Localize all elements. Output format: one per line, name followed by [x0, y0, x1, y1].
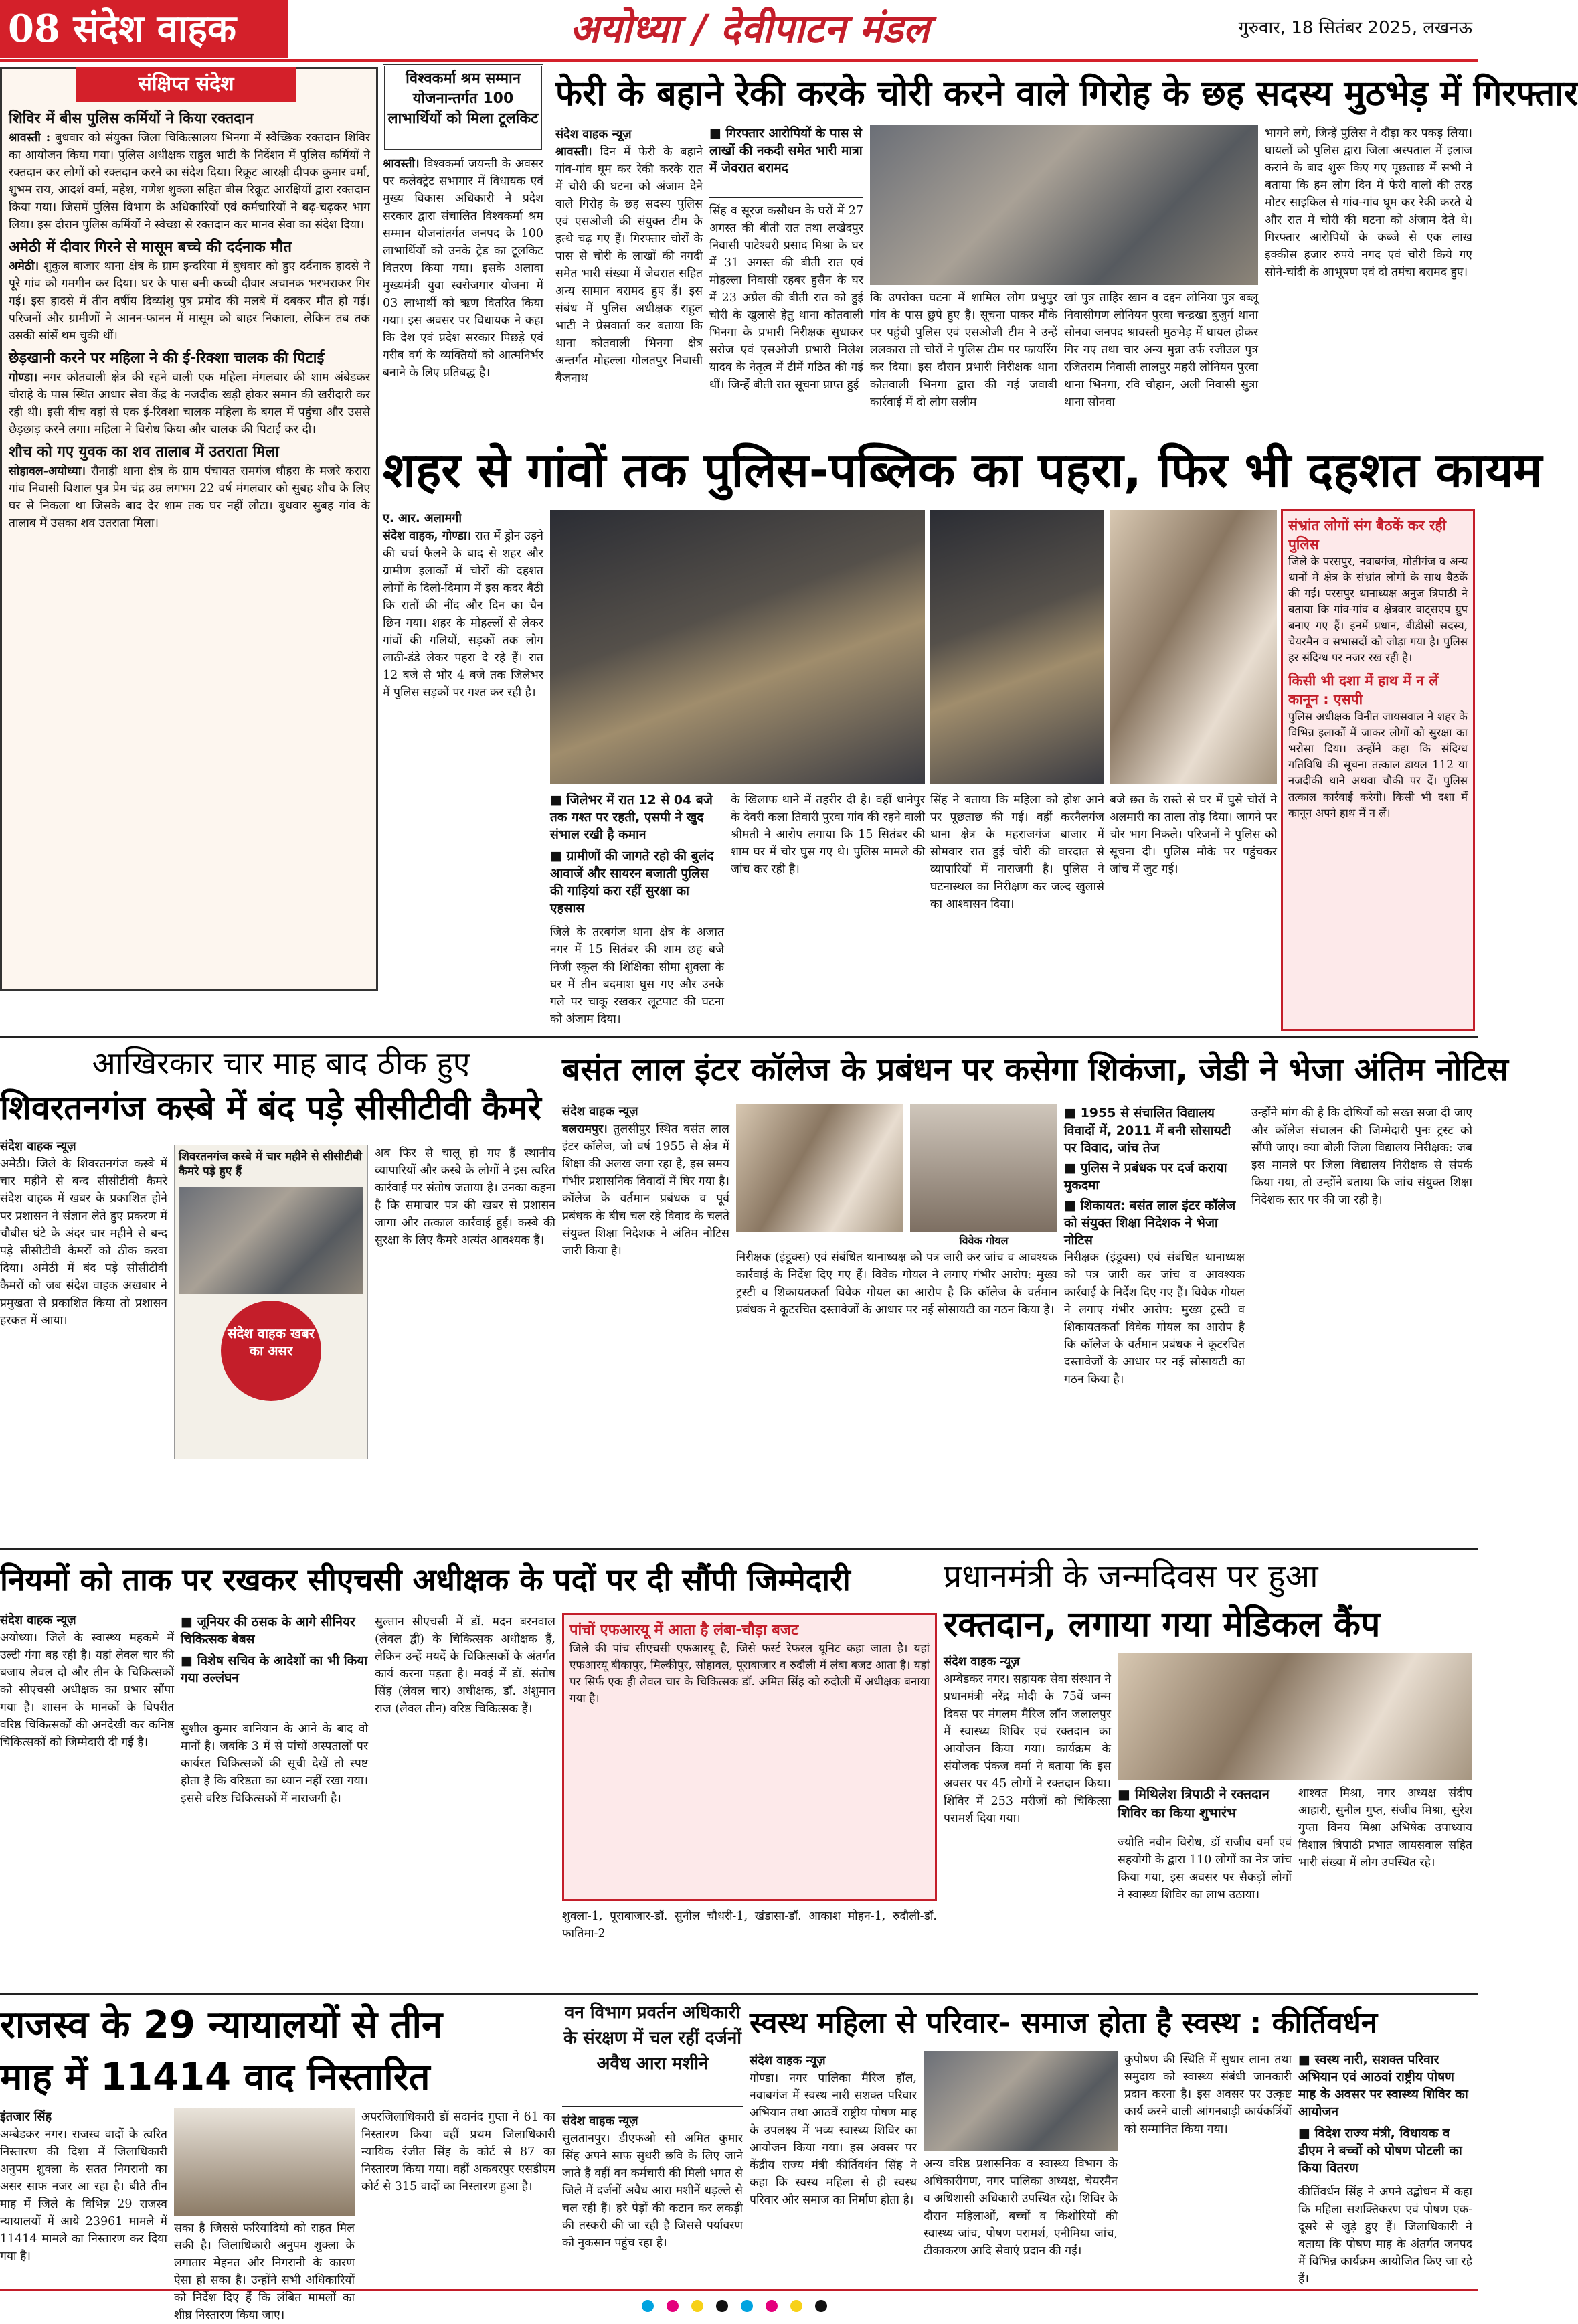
cmo-bullet — [181, 1652, 368, 1687]
basant-col-1 — [562, 1120, 729, 1544]
byline: ए. आर. अलामगी — [383, 511, 462, 525]
basant-bullet-text: पुलिस ने प्रबंधक पर दर्ज कराया मुकदमा — [1064, 1161, 1227, 1193]
registration-dot — [691, 2300, 703, 2312]
pm-headline-line2: रक्तदान, लगाया गया मेडिकल कैंप — [944, 1604, 1381, 1645]
brief-item-heading: छेड़खानी करने पर महिला ने की ई-रिक्शा चालक की पिटाई — [9, 350, 325, 367]
night-patrol-photo-3 — [1110, 510, 1277, 784]
print-registration-dots — [0, 2289, 1478, 2316]
registration-dot — [815, 2300, 827, 2312]
page-number-masthead — [0, 0, 288, 58]
second-headline: शहर से गांवों तक पुलिस-पब्लिक का पहरा, फिर भी दहशत कायम — [383, 442, 1543, 498]
photo-caption — [1118, 1784, 1292, 1822]
second-bullet-text: ग्रामीणों की जागते रहो की बुलंद आवाजें और सायरन बजाती पुलिस की गाड़ियां करा रहीं सुरक्षा का एहसास — [550, 849, 714, 916]
brief-item-body: नगर कोतवाली क्षेत्र की रहने वाली एक महिला मंगलवार की शाम अंबेडकर चौराहे के पास स्थित आधार सेवा केंद्र के नजदीक खड़ी होकर समान की खरीदारी कर रही थी। इसी बीच वहां से एक ई-रिक्शा चालक महिला के बगल में पहुंचा और उससे छेड़छाड़ करने लगा। महिला ने विरोध किया और चालक की पिटाई कर दी। — [9, 371, 370, 436]
pm-col-2: ज्योति नवीन विरोध, डॉ राजीव वर्मा एवं सहयोगी के द्वारा 110 लोगों का नेत्र जांच किया गया, इस अवसर पर सैकड़ों लोगों ने स्वास्थ्य शिविर का लाभ उठाया। — [1118, 1836, 1292, 1902]
lead-col-4: खां पुत्र ताहिर खान व दद्दन लोनिया पुत्र बब्लू निवासीगण लोनियन पुरवा चन्द्रखा बुजुर्ग थाना सोनवा जनपद श्रावस्ती मुठभेड़ में घायल होकर गिर गए तथा चार अन्य मुन्ना उर्फ रजीउल पुत्र रजितराम निवासी लालपुर महरी लोनियन पुरवा थाना भिनगा, रवि चौहान, अली निवासी सुत्रा थाना सोनवा — [1064, 291, 1258, 409]
dateline: संदेश वाहक, गोण्डा। — [383, 529, 472, 543]
basant-bullets — [1064, 1104, 1245, 1248]
byline: इंतजार सिंह — [0, 2110, 52, 2124]
square-bullet-icon: ■ — [1298, 2126, 1315, 2141]
basant-bullet — [1064, 1159, 1245, 1194]
second-bullet — [550, 847, 724, 917]
cctv-news-clipping — [174, 1145, 368, 1459]
shram-headline: विश्वकर्मा श्रम सम्मान योजनान्तर्गत 100 लाभार्थियों को मिला टूलकिट — [387, 70, 539, 127]
cctv-col-1: अमेठी। जिले के शिवरतनगंज कस्बे में चार महीने से बन्द सीसीटीवी कैमरे संदेश वाहक में खबर के प्रकाशित होने पर प्रशासन ने संज्ञान लेते हुए प्रकरण में चौबीस घंटे के अंदर चार महीने से बन्द पड़े सीसीटीवी कैमरों को ठीक करवा दिया। अमेठी में बंद पड़े सीसीटीवी कैमरों को जब संदेश वाहक अखबार ने प्रमुखता से प्रकाशित किया तो प्रशासन हरकत में आया। — [0, 1157, 167, 1327]
brief-item-body: बुधवार को संयुक्त जिला चिकित्सालय भिनगा में स्वैच्छिक रक्तदान शिविर का आयोजन किया गया। पुलिस अधीक्षक राहुल भाटी के निर्देशन में पुलिस कर्मियों ने रक्तदान कर लोगों को रक्तदान करने का संदेश दिया। रिक्रूट आरक्षी दीपक कुमार वर्मा, शुभम राय, आदर्श वर्मा, महेश, गणेश शुक्ला सहित बीस रिक्रूट आरक्षियों द्वारा रक्तदान किया गया। जिसमें पुलिस विभाग के अधिकारियों एवं कर्मचारियों ने बढ़-चढ़कर भाग लिया। इस दौरान पुलिस कर्मियों ने स्वेच्छा से रक्तदान कर मानव सेवा का संदेश दिया। — [9, 131, 370, 232]
story-body: विश्वकर्मा जयन्ती के अवसर पर कलेक्ट्रेट सभागार में विधायक एवं मुख्य विकास अधिकारी ने प्रदेश सरकार द्वारा संचालित विश्वकर्मा श्रम सम्मान योजनांतर्गत जनपद के 100 लाभार्थियों को उनके ट्रेड का टूलकिट वितरण किया गया। इसके अलावा मुख्यमंत्री युवा स्वरोजगार योजना में 03 लाभार्थी को ऋण वितरित किया गया। इस अवसर पर विधायक ने कहा कि देश एवं प्रदेश सरकार पिछड़े एवं गरीब वर्ग के व्यक्तियों को आत्मनिर्भर बनाने के लिए प्रतिबद्ध है। — [383, 157, 543, 380]
sidebar-body: जिले की पांच सीएचसी एफआरयू है, जिसे फर्स्ट रेफरल यूनिट कहा जाता है। यहां एफआरयू बीकापुर, मिल्कीपुर, सोहावल, पूराबाजार व रुदौली में लंबा बजट आता है। यहां पर सिर्फ एक ही लेवल चार के चिकित्सक डॉ. अमित सिंह को रुदौली में अधीक्षक बनाया गया है। — [569, 1642, 930, 1706]
pm-col-3: शाश्वत मिश्रा, नगर अध्यक्ष संदीप आहारी, सुनील गुप्त, संजीव मिश्रा, सुरेश गुप्ता विनय मिश्रा अभिषेक उपाध्याय विशाल त्रिपाठी प्रभात जायसवाल सहित भारी संख्या में लोग उपस्थित रहे। — [1298, 1787, 1472, 1870]
forest-headline: वन विभाग प्रवर्तन अधिकारी के संरक्षण में चल रहीं दर्जनों अवैध आरा मशीने — [562, 2000, 743, 2107]
cmo-bullet-text: जूनियर की ठसक के आगे सीनियर चिकित्सक बेबस — [181, 1614, 355, 1647]
dateline: बलरामपुर। — [562, 1123, 608, 1136]
lead-col-5: भागने लगे, जिन्हें पुलिस ने दौड़ा कर पकड़ लिया। घायलों को पुलिस द्वारा जिला अस्पताल में इलाज कराने के बाद शुरू किए गए पूछताछ में सभी ने बताया कि हम लोग दिन में फेरी वालों की तरह मोटर साइकिल से गांव-गांव घूम कर रेकी करते थे और रात में चोरी की घटना को अंजाम देते थे। गिरफ्तार आरोपियों के कब्जे से एक लाख इक्कीस हजार रुपये नगद एवं चोरी किये गए सोने-चांदी के आभूषण एवं दो तमंचा बरामद हुए। — [1265, 127, 1472, 279]
brief-item — [9, 442, 370, 532]
byline: संदेश वाहक न्यूज़ — [0, 1139, 76, 1153]
basant-bullet — [1064, 1104, 1245, 1157]
region-title: अयोध्या / देवीपाटन मंडल — [569, 6, 930, 52]
second-col-1 — [383, 527, 543, 956]
square-bullet-icon: ■ — [1298, 2052, 1315, 2067]
official-portrait — [174, 2108, 355, 2216]
registration-dot — [790, 2300, 802, 2312]
square-bullet-icon: ■ — [1064, 1106, 1081, 1120]
cmo-bullet — [181, 1613, 368, 1648]
vivek-goel-portrait — [910, 1104, 1057, 1232]
header-rule — [0, 59, 1478, 62]
basant-bullet-text: शिकायत: बसंत लाल इंटर कॉलेज को संयुक्त शिक्षा निदेशक ने भेजा नोटिस — [1064, 1198, 1236, 1248]
cmo-bullets — [181, 1613, 368, 1714]
lead-headline: फेरी के बहाने रेकी करके चोरी करने वाले गिरोह के छह सदस्य मुठभेड़ में गिरफ्तार — [555, 74, 1578, 114]
square-bullet-icon: ■ — [181, 1653, 197, 1668]
basant-headline: बसंत लाल इंटर कॉलेज के प्रबंधन पर कसेगा शिकंजा, जेडी ने भेजा अंतिम नोटिस — [562, 1051, 1508, 1088]
brief-item-dateline: सोहावल-अयोध्या। — [9, 465, 86, 478]
portrait-caption: विवेक गोयल — [959, 1234, 1009, 1247]
brief-items — [9, 109, 370, 986]
square-bullet-icon: ■ — [550, 793, 567, 807]
brief-item-heading: शिविर में बीस पुलिस कर्मियों ने किया रक्तदान — [9, 110, 254, 127]
pm-col-1: अम्बेडकर नगर। सहायक सेवा संस्थान ने प्रधानमंत्री नरेंद्र मोदी के 75वें जन्म दिवस पर मंगलम मैरिज लॉन जलालपुर में स्वास्थ्य शिविर एवं रक्तदान का आयोजन किया गया। कार्यक्रम के संयोजक पंकज वर्मा ने बताया कि इस अवसर पर 45 लोगों ने रक्तदान किया। शिविर में 253 मरीजों को चिकित्सा परामर्श दिया गया। — [944, 1673, 1111, 1825]
lead-col-3: कि उपरोक्त घटना में शामिल लोग प्रभुपुर गांव के पास छुपे हुए हैं। सूचना पाकर मौके पर पहुंची पुलिस एवं एसओजी टीम ने उन्हें ललकारा तो चोरों ने पुलिस टीम पर फायरिंग कर दिया। इस दौरान प्रभारी निरीक्षक थाना कोतवाली भिनगा द्वारा की गई जवाबी कार्रवाई में दो लोग सलीम — [870, 291, 1057, 409]
basant-col-3: निरीक्षक (इंडूक्स) एवं संबंधित थानाध्यक्ष को पत्र जारी कर जांच व आवश्यक कार्रवाई के निर्देश दिए गए हैं। विवेक गोयल ने लगाए गंभीर आरोप: मुख्य ट्रस्टी व शिकायतकर्ता विवेक गोयल का आरोप है कि कॉलेज के वर्तमान प्रबंधक ने कूटरचित दस्तावेजों के आधार पर नई सोसायटी का गठन किया है। — [1064, 1251, 1245, 1386]
second-col-2: जिले के तरबगंज थाना क्षेत्र के अजात नगर में 15 सितंबर की शाम छह बजे निजी स्कूल की शिक्षिका सीमा शुक्ला के घर में तीन बदमाश घुस गए और उनके गले पर चाकू रखकर लूटपाट की घटना को अंजाम दिया। — [550, 926, 724, 1026]
square-bullet-icon: ■ — [181, 1614, 197, 1629]
issue-date: गुरुवार, 18 सितंबर 2025, लखनऊ — [1238, 18, 1472, 38]
story-body: दिन में फेरी के बहाने गांव-गांव घूम कर रेकी करके रात में चोरी की घटना को अंजाम देने वाले गिरोह के छह सदस्य पुलिस एवं एसओजी की संयुक्त टीम के हत्थे चढ़ गए हैं। गिरफ्तार चोरों के पास से चोरी के लाखों की नगदी समेत भारी संख्या में जेवरात सहित अन्य सामान बरामद हुए हैं। इस संबंध में पुलिस अधीक्षक राहुल भाटी ने प्रेसवार्ता कर बताया कि थाना कोतवाली भिनगा क्षेत्र अन्तर्गत मोहल्ला गोलतपुर निवासी बैजनाथ — [555, 145, 703, 385]
health-camp-photo — [924, 2051, 1118, 2151]
basant-col-2: निरीक्षक (इंडूक्स) एवं संबंधित थानाध्यक्ष को पत्र जारी कर जांच व आवश्यक कार्रवाई के निर्देश दिए गए हैं। विवेक गोयल ने लगाए गंभीर आरोप: मुख्य ट्रस्टी व शिकायतकर्ता विवेक गोयल का आरोप है कि कॉलेज के वर्तमान प्रबंधक ने कूटरचित दस्तावेजों के आधार पर नई सोसायटी का गठन किया है। — [736, 1251, 1057, 1317]
cmo-col-2: सुशील कुमार बानियान के आने के बाद वो मानों है। जबकि 3 में से पांचों अस्पतालों पर कार्यरत चिकित्सकों की सूची देखें तो स्पष्ट होता है कि वरिष्ठता का ध्यान नहीं रखा गया। इससे वरिष्ठ चिकित्सकों में नाराजगी है। — [181, 1722, 368, 1805]
health-bullet-text: विदेश राज्य मंत्री, विधायक व डीएम ने बच्चों को पोषण पोटली का किया वितरण — [1298, 2126, 1462, 2175]
health-bullet — [1298, 2125, 1472, 2177]
square-bullet-icon: ■ — [709, 126, 726, 141]
brief-item-dateline: अमेठी। — [9, 260, 39, 273]
square-bullet-icon: ■ — [1064, 1161, 1081, 1175]
forest-story: सुलतानपुर। डीएफओ सो अमित कुमार सिंह अपने साफ सुथरी छवि के लिए जाने जाते हैं वहीं वन कर्मचारी की मिली भगत से जिले में दर्जनों अवैध आरा मशीनें धड़ल्ले से चल रही हैं। हरे पेड़ों की कटान कर लकड़ी की तस्करी की जा रही है जिससे पर्यावरण को नुकसान पहुंच रहा है। — [562, 2132, 743, 2250]
shram-headline-box — [383, 64, 543, 151]
cmo-headline: नियमों को ताक पर रखकर सीएचसी अधीक्षक के पदों पर दी सौंपी जिम्मेदारी — [0, 1562, 851, 1598]
sidebar-title: पांचों एफआरयू में आता है लंबा-चौड़ा बजट — [569, 1622, 799, 1639]
health-headline: स्वस्थ महिला से परिवार- समाज होता है स्वस्थ : कीर्तिवर्धन — [750, 2006, 1378, 2040]
second-bullet-text: जिलेभर में रात 12 से 04 बजे तक गश्त पर रहती, एसपी ने खुद संभाल रखी है कमान — [550, 793, 713, 842]
basant-col-4: उन्होंने मांग की है कि दोषियों को सख्त सजा दी जाए और कॉलेज संचालन की जिम्मेदारी पुनः ट्रस्ट को सौंपी जाए। क्या बोली जिला विद्यालय निरीक्षक: जब इस मामले पर जिला विद्यालय निरीक्षक से संपर्क किया गया, तो उन्होंने बताया कि जांच संयुक्त शिक्षा निदेशक स्तर पर की जा रही है। — [1251, 1106, 1472, 1207]
lead-subhead — [709, 124, 863, 177]
basant-bullet — [1064, 1197, 1245, 1249]
cctv-headline-line2: शिवरतनगंज कस्बे में बंद पड़े सीसीटीवी कैमरे — [0, 1088, 541, 1127]
second-col-5: बजे छत के रास्ते से घर में घुसे चोरों ने अलमारी का ताला तोड़ दिया। जागने पर चोर भाग निकले। परिजनों ने पुलिस को सूचना दी। पुलिस मौके पर पहुंचकर जांच में जुट गई। — [1110, 793, 1277, 876]
basant-bullet-text: 1955 से संचालित विद्यालय विवादों में, 2011 में बनी सोसायटी पर विवाद, जांच तेज — [1064, 1106, 1231, 1155]
square-bullet-icon: ■ — [1118, 1786, 1135, 1802]
shram-story — [383, 155, 543, 436]
brief-item-dateline: गोण्डा। — [9, 371, 38, 384]
story-body: तुलसीपुर स्थित बसंत लाल इंटर कॉलेज, जो वर्ष 1955 से क्षेत्र में शिक्षा की अलख जगा रहा है, इस समय गंभीर प्रशासनिक विवादों में घिर गया है। कॉलेज के वर्तमान प्रबंधक व पूर्व प्रबंधक के बीच चल रहे विवाद के चलते संयुक्त शिक्षा निदेशक ने अंतिम नोटिस जारी किया है। — [562, 1123, 729, 1258]
registration-dot — [716, 2300, 728, 2312]
revenue-col-1: अम्बेडकर नगर। राजस्व वादों के त्वरित निस्तारण की दिशा में जिलाधिकारी अनुपम शुक्ला के सतत निगरानी का असर साफ नजर आ रहा है। बीते तीन माह में जिले के विभिन्न 29 राजस्व न्यायालयों में आये 23961 मामले में 11414 मामले का निस्तारण कर दिया गया है। — [0, 2128, 167, 2263]
revenue-headline-line1: राजस्व के 29 न्यायालयों से तीन — [0, 2003, 443, 2047]
brief-item — [9, 238, 370, 345]
byline: संदेश वाहक न्यूज़ — [944, 1655, 1020, 1669]
cmo-col-3: सुल्तान सीएचसी में डॉ. मदन बरनवाल (लेवल द्वी) के चिकित्सक अधीक्षक हैं, लेकिन उन्हें मयदें के चिकित्सकों के अंतर्गत कार्य करना पड़ता है। मवई में डॉ. संतोष सिंह (लेवल चार) अधीक्षक, डॉ. अंशुमान राज (लेवल तीन) वरिष्ठ चिकित्सक हैं। — [375, 1615, 555, 1716]
byline: संदेश वाहक न्यूज़ — [562, 1104, 638, 1118]
paper-name: संदेश वाहक — [73, 7, 236, 51]
fru-budget-sidebar — [562, 1613, 937, 1901]
khabar-ka-asar-logo: संदेश वाहक खबर का असर — [221, 1301, 321, 1401]
health-bullet — [1298, 2051, 1472, 2121]
blood-donation-photo — [1118, 1653, 1472, 1780]
arrested-gang-photo — [870, 124, 1258, 285]
cmo-col-1: अयोध्या। जिले के स्वास्थ्य महकमे में उल्टी गंगा बह रही है। यहां लेवल चार की बजाय लेवल दो और तीन के चिकित्सकों को सीएचसी अधीक्षक का प्रभार सौंपा गया है। शासन के मानकों के विपरीत वरिष्ठ चिकित्सकों की अनदेखी कर कनिष्ठ चिकित्सकों को जिम्मेदारी दी गई है। — [0, 1631, 174, 1749]
brief-box-title: संक्षिप्त संदेश — [76, 67, 296, 102]
sidebar-title: संभ्रांत लोगों संग बैठकें कर रही पुलिस — [1288, 517, 1447, 552]
square-bullet-icon: ■ — [1064, 1198, 1081, 1213]
byline: संदेश वाहक न्यूज़ — [0, 1613, 76, 1627]
revenue-headline-line2: माह में 11414 वाद निस्तारित — [0, 2056, 430, 2099]
registration-dot — [667, 2300, 679, 2312]
health-col-1: गोण्डा। नगर पालिका मैरिज हॉल, नवाबगंज में स्वस्थ नारी सशक्त परिवार अभियान तथा आठवें राष्ट्रीय पोषण माह के उपलक्ष्य में भव्य स्वास्थ्य शिविर का आयोजन किया गया। इस अवसर पर केंद्रीय राज्य मंत्री कीर्तिवर्धन सिंह ने कहा कि स्वस्थ महिला से ही स्वस्थ परिवार और समाज का निर्माण होता है। — [750, 2072, 917, 2207]
sidebar-body: पुलिस अधीक्षक विनीत जायसवाल ने शहर के विभिन्न इलाकों में जाकर लोगों को सुरक्षा का भरोसा दिया। उन्होंने कहा कि संदिग्ध गतिविधि की सूचना तत्काल डायल 112 या नजदीकी थाने अथवा चौकी पर दें। पुलिस तत्काल कार्रवाई करेगी। किसी भी दशा में कानून अपने हाथ में न लें। — [1288, 710, 1468, 819]
dateline: श्रावस्ती। — [555, 145, 592, 159]
second-col-3: के खिलाफ थाने में तहरीर दी है। वहीं धानेपुर के देवरी कला तिवारी पुरवा गांव की रहने वाली श्रीमती ने आरोप लगाया कि 15 सितंबर की शाम घर में चोर घुस गए थे। पुलिस मामले की जांच कर रही है। — [731, 793, 925, 876]
brief-item — [9, 349, 370, 438]
night-patrol-photo-2 — [930, 510, 1104, 784]
health-col-2: अन्य वरिष्ठ प्रशासनिक व स्वास्थ्य विभाग के अधिकारीगण, नगर पालिका अध्यक्ष, चेयरमैन व अधिशासी अधिकारी उपस्थित रहे। शिविर के दौरान महिलाओं, बच्चों व किशोरियों की स्वास्थ्य जांच, पोषण परामर्श, एनीमिया जांच, टीकाकरण आदि सेवाएं प्रदान की गईं। — [924, 2157, 1118, 2258]
lead-col-1 — [555, 143, 703, 431]
page-number: 08 — [8, 7, 60, 51]
brief-item-heading: अमेठी में दीवार गिरने से मासूम बच्चे की दर्दनाक मौत — [9, 239, 292, 256]
revenue-col-3: अपरजिलाधिकारी डॉ सदानंद गुप्ता ने 61 का निस्तारण किया वहीं प्रथम जिलाधिकारी न्यायिक रंजीत सिंह के कोर्ट से 87 का निस्तारण किया गया। वहीं अकबरपुर एसडीएम कोर्ट से 315 वादों का निस्तारण हुआ है। — [361, 2110, 555, 2193]
registration-dot — [766, 2300, 778, 2312]
byline: संदेश वाहक न्यूज़ — [562, 2114, 638, 2128]
brief-item — [9, 109, 370, 234]
police-meetings-sidebar — [1281, 509, 1475, 1031]
cmo-bullet-text: विशेष सचिव के आदेशों का भी किया गया उल्लंघन — [181, 1653, 368, 1685]
second-bullet — [550, 791, 724, 843]
second-col-4: सिंह ने बताया कि महिला को होश आने पर पूछताछ की गई। वहीं करनैलगंज थाना क्षेत्र के महराजगंज बाजार में सोमवार रात हुई चोरी की वारदात से व्यापारियों में नाराजगी है। पुलिस ने घटनास्थल का निरीक्षण कर जल्द खुलासे का आश्वासन दिया। — [930, 793, 1104, 911]
brief-news-box — [0, 67, 378, 991]
lead-subhead-text: गिरफ्तार आरोपियों के पास से लाखों की नकदी समेत भारी मात्रा में जेवरात बरामद — [709, 126, 863, 175]
lead-subhead-box — [709, 124, 863, 198]
clipping-title: शिवरतनगंज कस्बे में चार महीने से सीसीटीवी कैमरे पड़े हुए हैं — [179, 1150, 363, 1178]
brief-item-heading: शौच को गए युवक का शव तालाब में उतराता मिला — [9, 444, 279, 461]
photo-caption-text: मिथिलेश त्रिपाठी ने रक्तदान शिविर का किया शुभारंभ — [1118, 1786, 1269, 1821]
square-bullet-icon: ■ — [550, 849, 567, 863]
cctv-headline-line1: आखिरकार चार माह बाद ठीक हुए — [92, 1045, 470, 1081]
cmo-list: शुक्ला-1, पूराबाजार-डॉ. सुनील चौधरी-1, खंडासा-डॉ. आकाश मोहन-1, रुदौली-डॉ. फातिमा-2 — [562, 1910, 937, 1940]
lead-col-2: सिंह व सूरज कसौधन के घरों में 27 अगस्त की बीती रात तथा लखेदपुर निवासी पाटेश्वरी प्रसाद मिश्रा के घर में 31 अगस्त की बीती रात एवं मोहल्ला निवासी रहबर हुसैन के घर में 23 अप्रैल की बीती रात को हुई चोरी के खुलासे हेतु थाना कोतवाली भिनगा के प्रभारी निरीक्षक सुधाकर सरोज एवं एसओजी प्रभारी निलेश यादव के नेतृत्व में टीमें गठित की गई थीं। जिन्हें बीती रात सूचना प्राप्त हुई — [709, 204, 863, 392]
school-building-photo — [736, 1104, 903, 1232]
sidebar-body: जिले के परसपुर, नवाबगंज, मोतीगंज व अन्य थानों में क्षेत्र के संभ्रांत लोगों के साथ बैठकें की गईं। परसपुर थानाध्यक्ष अनुज त्रिपाठी ने बताया कि गांव-गांव व क्षेत्रवार वाट्सएप ग्रुप बनाए गए हैं। इनमें प्रधान, बीडीसी सदस्य, चेयरमैन व सभासदों को जोड़ा गया है। पुलिस हर संदिग्ध पर नजर रख रही है। — [1288, 555, 1468, 664]
revenue-col-2: सका है जिससे फरियादियों को राहत मिल सकी है। जिलाधिकारी अनुपम शुक्ला के लगातार मेहनत और निगरानी के कारण ऐसा हो सका है। उन्होंने सभी अधिकारियों को निर्देश दिए हैं कि लंबित मामलों का शीघ्र निस्तारण किया जाए। — [174, 2222, 355, 2322]
dateline: श्रावस्ती। — [383, 157, 420, 171]
brief-item-body: शुकुल बाजार थाना क्षेत्र के ग्राम इन्दरिया में बुधवार को हुए दर्दनाक हादसे ने पूरे गांव को गमगीन कर दिया। घर के पास बनी कच्ची दीवार अचानक भरभराकर गिर गई। इस हादसे में तीन वर्षीय दिव्यांशु पुत्र प्रमोद की मलबे में दबकर मौत हो गई। परिजनों और ग्रामीणों ने आनन-फानन में मासूम को बाहर निकाला, लेकिन तब तक उसकी सांसें थम चुकी थीं। — [9, 260, 370, 343]
byline: संदेश वाहक न्यूज़ — [555, 127, 632, 141]
health-bullet-text: स्वस्थ नारी, सशक्त परिवार अभियान एवं आठवां राष्ट्रीय पोषण माह के अवसर पर स्वास्थ्य शिविर का आयोजन — [1298, 2052, 1468, 2119]
second-bullets — [550, 791, 724, 918]
sidebar-title: किसी भी दशा में हाथ में न लें कानून : एसपी — [1288, 673, 1439, 708]
cctv-col-2: अब फिर से चालू हो गए हैं स्थानीय व्यापारियों और कस्बे के लोगों ने इस त्वरित कार्रवाई पर संतोष जताया है। उनका कहना है कि समाचार पत्र की खबर से प्रशासन जागा और तत्काल कार्रवाई हुई। कस्बे की सुरक्षा के लिए कैमरे अत्यंत आवश्यक हैं। — [375, 1147, 555, 1247]
clipping-photo — [179, 1187, 363, 1294]
byline: संदेश वाहक न्यूज़ — [750, 2054, 826, 2068]
brief-item-body: रौनाही थाना क्षेत्र के ग्राम पंचायत रामगंज धौहरा के मजरे करारा गांव निवासी विशाल पुत्र प्रेम चंद्र उम्र लगभग 22 वर्ष मंगलवार को सुबह शौच के लिए घर से निकला था जिसके बाद देर शाम तक घर नहीं लौटा। बुधवार सुबह गांव के तालाब में उसका शव उतराता मिला। — [9, 465, 370, 530]
section-divider — [0, 1548, 1478, 1550]
registration-dot — [741, 2300, 753, 2312]
brief-item-dateline: श्रावस्ती : — [9, 131, 51, 145]
pm-headline-line1: प्रधानमंत्री के जन्मदिवस पर हुआ — [944, 1558, 1318, 1595]
night-patrol-photo-1 — [550, 510, 925, 784]
health-bullets — [1298, 2051, 1472, 2178]
section-divider — [0, 1036, 1478, 1038]
registration-dot — [642, 2300, 654, 2312]
health-col-4: कीर्तिवर्धन सिंह ने अपने उद्बोधन में कहा कि महिला सशक्तिकरण एवं पोषण एक-दूसरे से जुड़े हुए हैं। जिलाधिकारी ने बताया कि पोषण माह के अंतर्गत जनपद में विभिन्न कार्यक्रम आयोजित किए जा रहे हैं। — [1298, 2185, 1472, 2286]
health-col-3: कुपोषण की स्थिति में सुधार लाना तथा समुदाय को स्वास्थ्य संबंधी जानकारी प्रदान करना है। इस अवसर पर उत्कृष्ट कार्य करने वाली आंगनबाड़ी कार्यकर्त्रियों को सम्मानित किया गया। — [1124, 2053, 1292, 2136]
section-divider — [0, 1993, 1478, 1995]
story-body: रात में ड्रोन उड़ने की चर्चा फैलने के बाद से शहर और ग्रामीण इलाकों में चोरों की दहशत लोगों के दिलो-दिमाग में इस कदर बैठी कि रातों की नींद और दिन का चैन छिन गया। शहर के मोहल्लों से लेकर गांवों की गलियों, सड़कों तक लोग लाठी-डंडे लेकर पहरा दे रहे हैं। रात 12 बजे से भोर 4 बजे तक जिलेभर में पुलिस सड़कों पर गश्त कर रही है। — [383, 529, 543, 699]
